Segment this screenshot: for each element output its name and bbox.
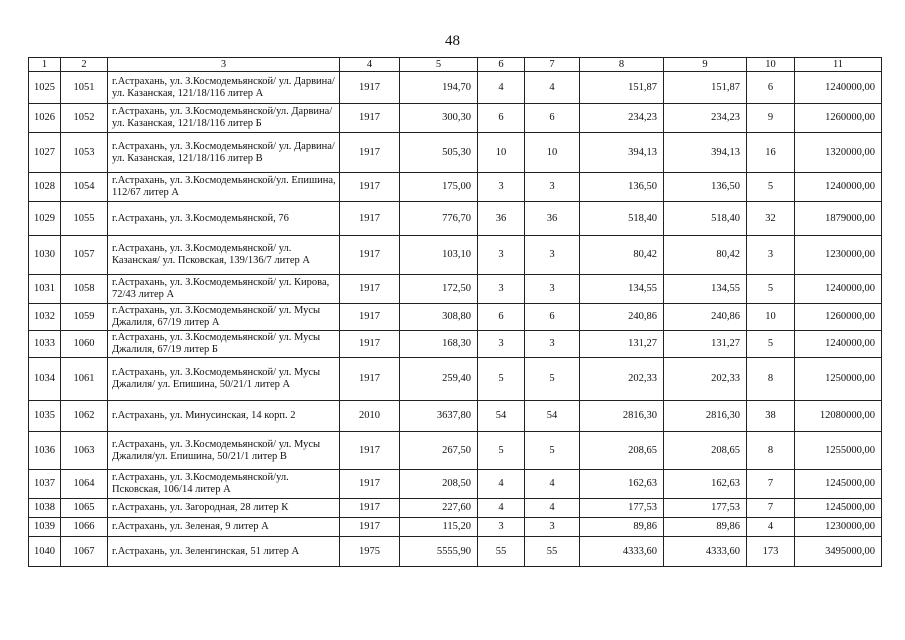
- col8-cell: 208,65: [580, 432, 664, 470]
- column-header: 10: [747, 58, 795, 72]
- row-number: 1033: [29, 331, 61, 358]
- value-cell: 12080000,00: [795, 401, 882, 432]
- year-cell: 1917: [340, 499, 400, 518]
- page-number: 48: [445, 33, 460, 49]
- registry-number: 1060: [61, 331, 108, 358]
- col6-cell: 3: [478, 518, 525, 537]
- registry-number: 1058: [61, 275, 108, 304]
- col10-cell: 5: [747, 275, 795, 304]
- col7-cell: 6: [525, 304, 580, 331]
- year-cell: 1917: [340, 275, 400, 304]
- total-area-cell: 115,20: [400, 518, 478, 537]
- year-cell: 1917: [340, 133, 400, 173]
- col10-cell: 7: [747, 499, 795, 518]
- value-cell: 1250000,00: [795, 358, 882, 401]
- address-cell: г.Астрахань, ул. З.Космодемьянской/ ул. Казанская/ ул. Псковская, 139/136/7 литер А: [108, 236, 340, 275]
- total-area-cell: 208,50: [400, 470, 478, 499]
- col6-cell: 3: [478, 173, 525, 202]
- col10-cell: 9: [747, 104, 795, 133]
- row-number: 1026: [29, 104, 61, 133]
- row-number: 1025: [29, 72, 61, 104]
- col7-cell: 3: [525, 275, 580, 304]
- col7-cell: 4: [525, 470, 580, 499]
- value-cell: 1240000,00: [795, 331, 882, 358]
- total-area-cell: 3637,80: [400, 401, 478, 432]
- total-area-cell: 776,70: [400, 202, 478, 236]
- address-cell: г.Астрахань, ул. Загородная, 28 литер К: [108, 499, 340, 518]
- col7-cell: 4: [525, 499, 580, 518]
- row-number: 1032: [29, 304, 61, 331]
- col8-cell: 4333,60: [580, 537, 664, 567]
- col9-cell: 162,63: [664, 470, 747, 499]
- property-register-table: [28, 57, 882, 567]
- col10-cell: 8: [747, 358, 795, 401]
- col7-cell: 3: [525, 173, 580, 202]
- value-cell: 1230000,00: [795, 518, 882, 537]
- value-cell: 1245000,00: [795, 499, 882, 518]
- row-number: 1030: [29, 236, 61, 275]
- col6-cell: 10: [478, 133, 525, 173]
- col8-cell: 80,42: [580, 236, 664, 275]
- col9-cell: 202,33: [664, 358, 747, 401]
- col8-cell: 234,23: [580, 104, 664, 133]
- year-cell: 1917: [340, 104, 400, 133]
- col7-cell: 36: [525, 202, 580, 236]
- col7-cell: 54: [525, 401, 580, 432]
- col6-cell: 3: [478, 275, 525, 304]
- col8-cell: 394,13: [580, 133, 664, 173]
- col7-cell: 3: [525, 518, 580, 537]
- col7-cell: 3: [525, 331, 580, 358]
- col6-cell: 5: [478, 358, 525, 401]
- col9-cell: 89,86: [664, 518, 747, 537]
- column-header: 6: [478, 58, 525, 72]
- table-row: [29, 537, 882, 567]
- registry-number: 1067: [61, 537, 108, 567]
- table-row: [29, 275, 882, 304]
- registry-number: 1051: [61, 72, 108, 104]
- col7-cell: 5: [525, 432, 580, 470]
- total-area-cell: 103,10: [400, 236, 478, 275]
- col9-cell: 80,42: [664, 236, 747, 275]
- col6-cell: 36: [478, 202, 525, 236]
- col6-cell: 3: [478, 236, 525, 275]
- table-row: [29, 72, 882, 104]
- value-cell: 1879000,00: [795, 202, 882, 236]
- registry-number: 1054: [61, 173, 108, 202]
- total-area-cell: 172,50: [400, 275, 478, 304]
- col9-cell: 134,55: [664, 275, 747, 304]
- col6-cell: 4: [478, 72, 525, 104]
- col10-cell: 38: [747, 401, 795, 432]
- registry-number: 1057: [61, 236, 108, 275]
- year-cell: 1917: [340, 304, 400, 331]
- row-number: 1034: [29, 358, 61, 401]
- column-header: 11: [795, 58, 882, 72]
- total-area-cell: 308,80: [400, 304, 478, 331]
- col10-cell: 10: [747, 304, 795, 331]
- col7-cell: 5: [525, 358, 580, 401]
- col9-cell: 151,87: [664, 72, 747, 104]
- address-cell: г.Астрахань, ул. З.Космодемьянской/ ул. Мусы Джалиля, 67/19 литер Б: [108, 331, 340, 358]
- col8-cell: 136,50: [580, 173, 664, 202]
- year-cell: 2010: [340, 401, 400, 432]
- value-cell: 1260000,00: [795, 104, 882, 133]
- year-cell: 1917: [340, 470, 400, 499]
- table-row: [29, 499, 882, 518]
- row-number: 1036: [29, 432, 61, 470]
- row-number: 1037: [29, 470, 61, 499]
- col10-cell: 16: [747, 133, 795, 173]
- col9-cell: 208,65: [664, 432, 747, 470]
- value-cell: 1230000,00: [795, 236, 882, 275]
- col8-cell: 177,53: [580, 499, 664, 518]
- total-area-cell: 259,40: [400, 358, 478, 401]
- col9-cell: 136,50: [664, 173, 747, 202]
- year-cell: 1975: [340, 537, 400, 567]
- registry-number: 1065: [61, 499, 108, 518]
- column-header: 9: [664, 58, 747, 72]
- col10-cell: 173: [747, 537, 795, 567]
- column-header: 7: [525, 58, 580, 72]
- col9-cell: 518,40: [664, 202, 747, 236]
- column-header: 2: [61, 58, 108, 72]
- year-cell: 1917: [340, 432, 400, 470]
- col9-cell: 177,53: [664, 499, 747, 518]
- col7-cell: 6: [525, 104, 580, 133]
- year-cell: 1917: [340, 202, 400, 236]
- total-area-cell: 175,00: [400, 173, 478, 202]
- col6-cell: 6: [478, 104, 525, 133]
- address-cell: г.Астрахань, ул. З.Космодемьянской/ ул. Мусы Джалиля/ ул. Епишина, 50/21/1 литер А: [108, 358, 340, 401]
- col6-cell: 4: [478, 499, 525, 518]
- col9-cell: 394,13: [664, 133, 747, 173]
- col8-cell: 518,40: [580, 202, 664, 236]
- total-area-cell: 505,30: [400, 133, 478, 173]
- total-area-cell: 300,30: [400, 104, 478, 133]
- col7-cell: 4: [525, 72, 580, 104]
- table-row: [29, 432, 882, 470]
- col8-cell: 89,86: [580, 518, 664, 537]
- value-cell: 1320000,00: [795, 133, 882, 173]
- row-number: 1040: [29, 537, 61, 567]
- table-row: [29, 236, 882, 275]
- col10-cell: 7: [747, 470, 795, 499]
- year-cell: 1917: [340, 331, 400, 358]
- total-area-cell: 168,30: [400, 331, 478, 358]
- col8-cell: 151,87: [580, 72, 664, 104]
- address-cell: г.Астрахань, ул. З.Космодемьянской/ул. Дарвина/ ул. Казанская, 121/18/116 литер Б: [108, 104, 340, 133]
- col9-cell: 2816,30: [664, 401, 747, 432]
- col9-cell: 234,23: [664, 104, 747, 133]
- registry-number: 1055: [61, 202, 108, 236]
- column-header: 5: [400, 58, 478, 72]
- registry-number: 1062: [61, 401, 108, 432]
- col6-cell: 6: [478, 304, 525, 331]
- year-cell: 1917: [340, 518, 400, 537]
- col8-cell: 2816,30: [580, 401, 664, 432]
- address-cell: г.Астрахань, ул. З.Космодемьянской/ ул. Мусы Джалиля/ул. Епишина, 50/21/1 литер В: [108, 432, 340, 470]
- value-cell: 1240000,00: [795, 173, 882, 202]
- address-cell: г.Астрахань, ул. З.Космодемьянской/ул. Епишина, 112/67 литер А: [108, 173, 340, 202]
- col10-cell: 5: [747, 331, 795, 358]
- address-cell: г.Астрахань, ул. З.Космодемьянской/ ул. Мусы Джалиля, 67/19 литер А: [108, 304, 340, 331]
- table-row: [29, 358, 882, 401]
- col9-cell: 131,27: [664, 331, 747, 358]
- col7-cell: 10: [525, 133, 580, 173]
- table-row: [29, 401, 882, 432]
- address-cell: г.Астрахань, ул. З.Космодемьянской/ ул. Дарвина/ул. Казанская, 121/18/116 литер А: [108, 72, 340, 104]
- row-number: 1035: [29, 401, 61, 432]
- table-row: [29, 304, 882, 331]
- value-cell: 1255000,00: [795, 432, 882, 470]
- row-number: 1031: [29, 275, 61, 304]
- year-cell: 1917: [340, 173, 400, 202]
- col6-cell: 55: [478, 537, 525, 567]
- col10-cell: 5: [747, 173, 795, 202]
- address-cell: г.Астрахань, ул. З.Космодемьянской, 76: [108, 202, 340, 236]
- value-cell: 3495000,00: [795, 537, 882, 567]
- value-cell: 1245000,00: [795, 470, 882, 499]
- col10-cell: 32: [747, 202, 795, 236]
- table-row: [29, 331, 882, 358]
- col7-cell: 3: [525, 236, 580, 275]
- col6-cell: 54: [478, 401, 525, 432]
- col8-cell: 131,27: [580, 331, 664, 358]
- table-row: [29, 133, 882, 173]
- col6-cell: 4: [478, 470, 525, 499]
- year-cell: 1917: [340, 236, 400, 275]
- registry-number: 1063: [61, 432, 108, 470]
- row-number: 1029: [29, 202, 61, 236]
- value-cell: 1240000,00: [795, 275, 882, 304]
- table-row: [29, 518, 882, 537]
- col9-cell: 240,86: [664, 304, 747, 331]
- column-header: 1: [29, 58, 61, 72]
- registry-number: 1052: [61, 104, 108, 133]
- column-header: 4: [340, 58, 400, 72]
- col8-cell: 240,86: [580, 304, 664, 331]
- address-cell: г.Астрахань, ул. З.Космодемьянской/ ул. Дарвина/ ул. Казанская, 121/18/116 литер В: [108, 133, 340, 173]
- col10-cell: 6: [747, 72, 795, 104]
- registry-number: 1066: [61, 518, 108, 537]
- year-cell: 1917: [340, 358, 400, 401]
- col8-cell: 134,55: [580, 275, 664, 304]
- total-area-cell: 227,60: [400, 499, 478, 518]
- col8-cell: 202,33: [580, 358, 664, 401]
- registry-number: 1061: [61, 358, 108, 401]
- table-row: [29, 202, 882, 236]
- col7-cell: 55: [525, 537, 580, 567]
- address-cell: г.Астрахань, ул. З.Космодемьянской/ ул. Кирова, 72/43 литер А: [108, 275, 340, 304]
- row-number: 1038: [29, 499, 61, 518]
- column-header: 3: [108, 58, 340, 72]
- address-cell: г.Астрахань, ул. Минусинская, 14 корп. 2: [108, 401, 340, 432]
- table-row: [29, 104, 882, 133]
- registry-number: 1059: [61, 304, 108, 331]
- registry-number: 1064: [61, 470, 108, 499]
- column-header: 8: [580, 58, 664, 72]
- table-row: [29, 470, 882, 499]
- row-number: 1027: [29, 133, 61, 173]
- row-number: 1028: [29, 173, 61, 202]
- col10-cell: 4: [747, 518, 795, 537]
- table-row: [29, 173, 882, 202]
- row-number: 1039: [29, 518, 61, 537]
- col6-cell: 3: [478, 331, 525, 358]
- header-row: [29, 58, 882, 72]
- address-cell: г.Астрахань, ул. Зеленгинская, 51 литер А: [108, 537, 340, 567]
- col6-cell: 5: [478, 432, 525, 470]
- total-area-cell: 194,70: [400, 72, 478, 104]
- total-area-cell: 5555,90: [400, 537, 478, 567]
- total-area-cell: 267,50: [400, 432, 478, 470]
- col10-cell: 8: [747, 432, 795, 470]
- col8-cell: 162,63: [580, 470, 664, 499]
- address-cell: г.Астрахань, ул. Зеленая, 9 литер А: [108, 518, 340, 537]
- value-cell: 1240000,00: [795, 72, 882, 104]
- col9-cell: 4333,60: [664, 537, 747, 567]
- year-cell: 1917: [340, 72, 400, 104]
- address-cell: г.Астрахань, ул. З.Космодемьянской/ул. Псковская, 106/14 литер А: [108, 470, 340, 499]
- registry-number: 1053: [61, 133, 108, 173]
- value-cell: 1260000,00: [795, 304, 882, 331]
- col10-cell: 3: [747, 236, 795, 275]
